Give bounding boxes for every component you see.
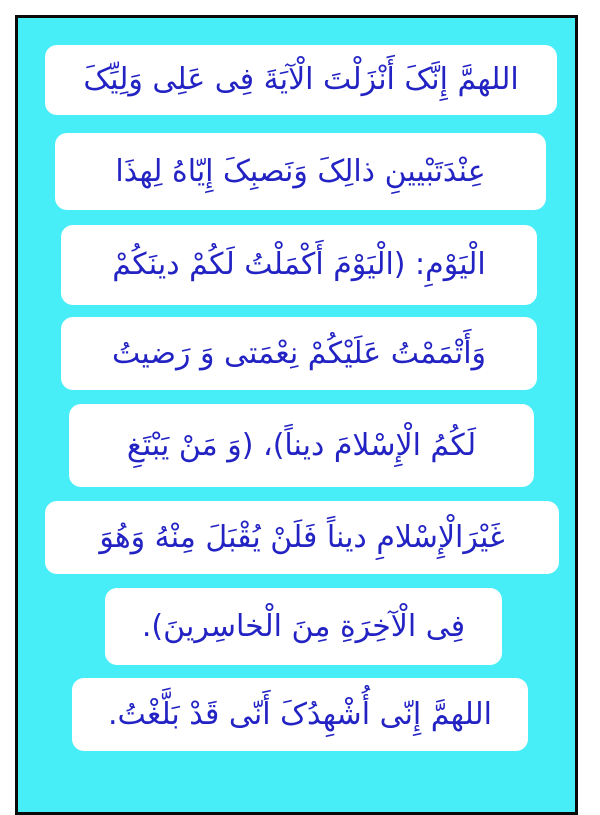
text-line-6: غَیْرَالْإِسْلامِ دیناً فَلَنْ یُقْبَلَ مِنْهُ وَهُوَ — [45, 501, 559, 574]
text-line-7: فِی الْآخِرَةِ مِنَ الْخاسِرینَ). — [105, 588, 502, 665]
text-line-2: عِنْدَتَبْیینِ ذالِکَ وَنَصبِکَ إِیّاهُ لِهذَا — [55, 133, 546, 210]
text-line-5: لَکُمُ الْإِسْلامَ دیناً)، (وَ مَنْ یَبْتَغِ — [69, 404, 534, 487]
text-line-3: الْیَوْمِ: (الْیَوْمَ أَکْمَلْتُ لَکُمْ دینَکُمْ — [61, 225, 537, 305]
page-frame — [15, 15, 578, 815]
text-line-8: اللهمَّ إِنّی أُشْهِدُکَ أَنّی قَدْ بَلَّغْتُ. — [72, 678, 528, 751]
text-line-1: اللهمَّ إِنَّکَ أَنْزَلْتَ الْآیَةَ فِی عَلِی وَلِیِّکَ — [45, 45, 557, 115]
text-line-4: وَأَتْمَمْتُ عَلَیْکُمْ نِعْمَتی وَ رَضیتُ — [61, 317, 537, 390]
